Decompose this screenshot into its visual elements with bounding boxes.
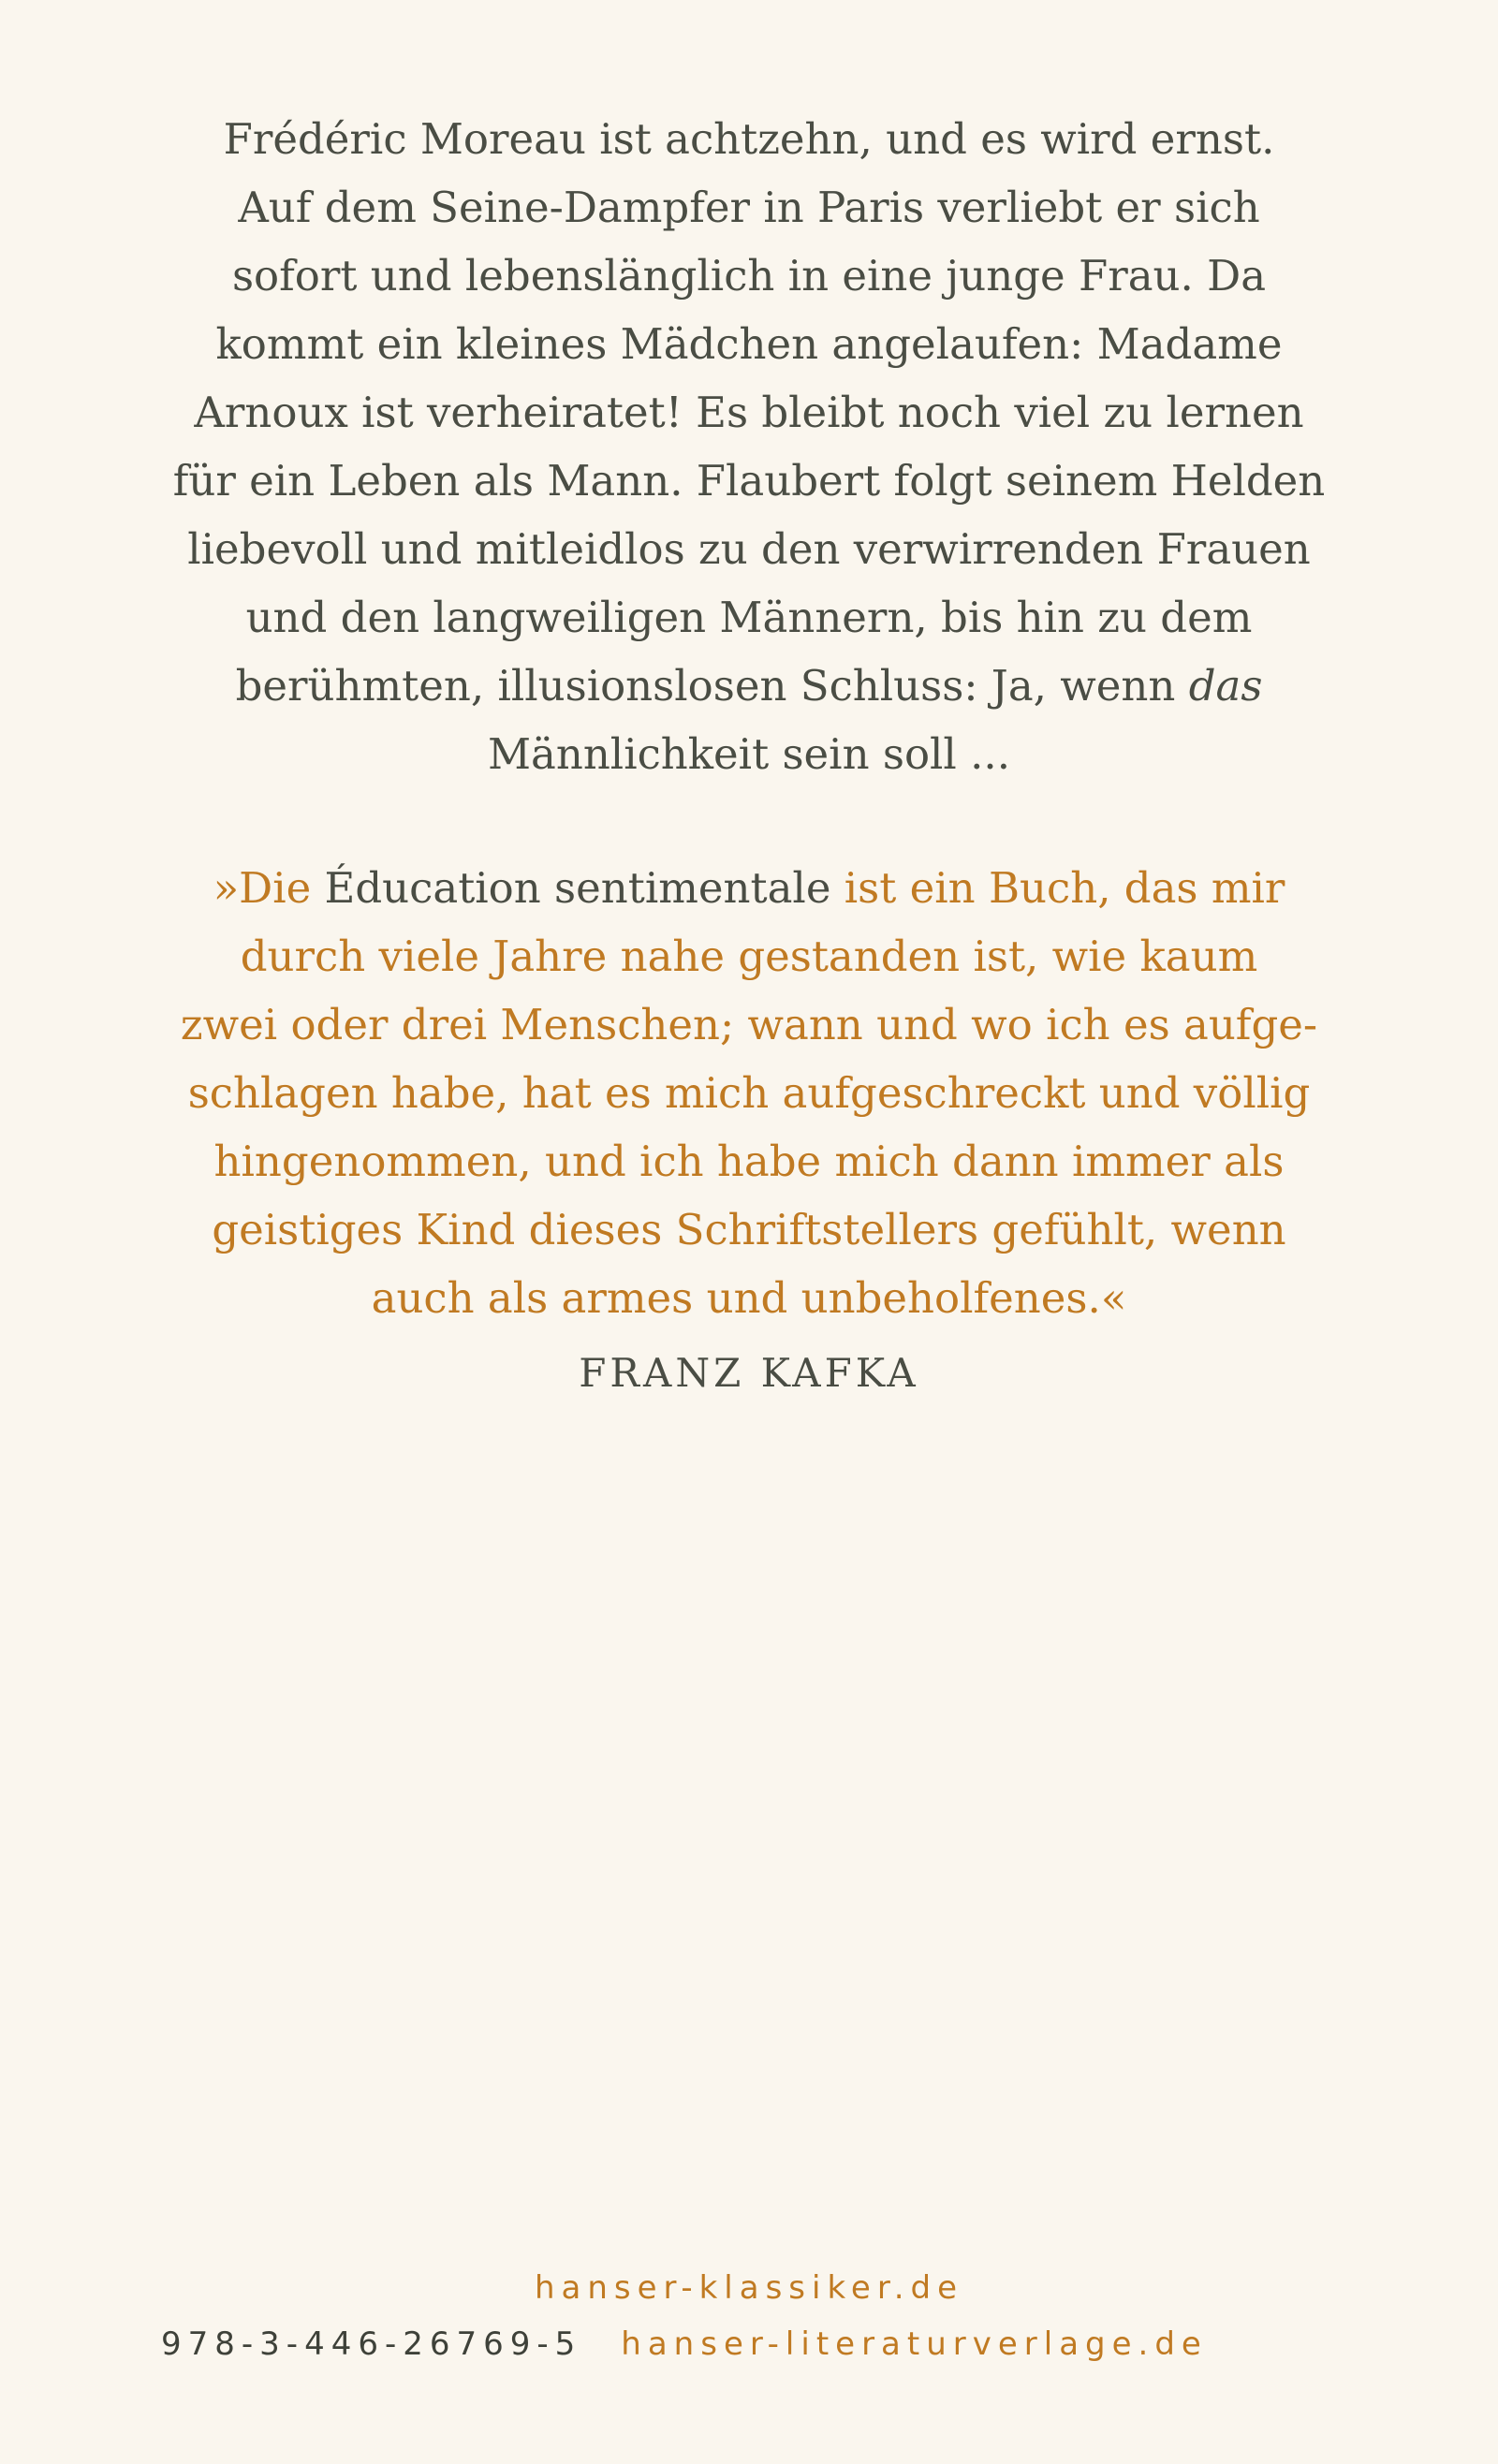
quote-line: durch viele Jahre nahe gestanden ist, wie kaum [240, 931, 1258, 981]
quote-line: hingenommen, und ich habe mich dann immer als [213, 1137, 1285, 1186]
blurb-line: Frédéric Moreau ist achtzehn, und es wird ernst. [223, 114, 1275, 164]
book-blurb [112, 105, 1386, 788]
quote-line-text: ist ein Buch, das mir [830, 863, 1285, 913]
quoted-book-title: Éducation sentimentale [324, 863, 831, 913]
kafka-quote [112, 854, 1386, 1332]
quote-line: geistiges Kind dieses Schriftstellers gefühlt, wenn [212, 1205, 1286, 1254]
quote-open: »Die [213, 863, 325, 913]
quote-line: schlagen habe, hat es mich aufgeschreckt und völlig [187, 1068, 1311, 1118]
blurb-line: liebevoll und mitleidlos zu den verwirrenden Frauen [187, 524, 1311, 574]
quote-author: FRANZ KAFKA [579, 1350, 919, 1396]
quote-line [112, 854, 1386, 922]
blurb-line: für ein Leben als Mann. Flaubert folgt seinem Helden [172, 456, 1326, 506]
blurb-line: und den langweiligen Männern, bis hin zu dem [245, 593, 1253, 642]
website-link-literaturverlage[interactable]: hanser-literaturverlage.de [621, 2325, 1208, 2363]
blurb-line: Männlichkeit sein soll ... [487, 729, 1011, 779]
blurb-line: kommt ein kleines Mädchen angelaufen: Madame [215, 319, 1283, 369]
blurb-line-text: berühmten, illusionslosen Schluss: Ja, wenn [235, 661, 1189, 711]
blurb-line [112, 652, 1386, 720]
quote-line: auch als armes und unbeholfenes.« [371, 1273, 1127, 1323]
website-link-klassiker[interactable]: hanser-klassiker.de [534, 2269, 964, 2307]
blurb-line: sofort und lebenslänglich in eine junge Frau. Da [231, 251, 1267, 301]
isbn-number: 978-3-446-26769-5 [161, 2325, 582, 2363]
blurb-emphasis: das [1188, 661, 1263, 711]
blurb-line: Auf dem Seine-Dampfer in Paris verliebt er sich [238, 183, 1260, 232]
quote-line: zwei oder drei Menschen; wann und wo ich es aufge- [180, 1000, 1318, 1049]
footer-bottom-row [161, 2325, 1378, 2363]
blurb-line: Arnoux ist verheiratet! Es bleibt noch viel zu lernen [194, 388, 1304, 437]
